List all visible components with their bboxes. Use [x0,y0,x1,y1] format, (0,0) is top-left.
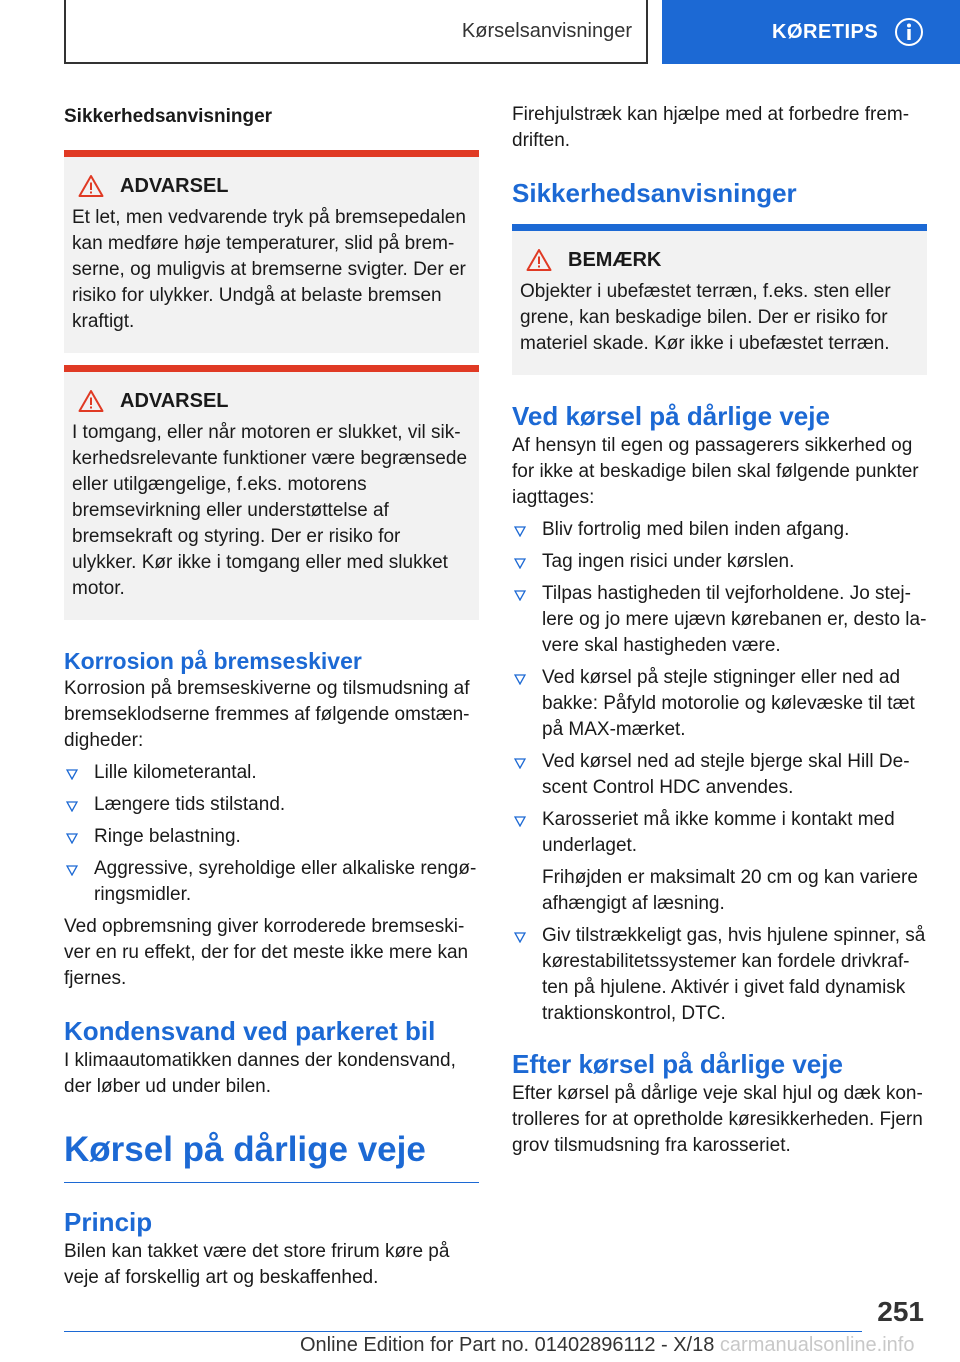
note-text: Objekter i ubefæstet terræn, f.eks. sten eller grene, kan beskadige bilen. Der er risiko for materiel skade. Kør ikke i ubefæstet terræn. [520,281,891,354]
corrosion-heading: Korrosion på bremseskiver [64,648,362,674]
chapter-title: KØRETIPS [772,20,879,43]
warning-title: ADVARSEL [120,174,229,197]
list-item: Ved kørsel på stejle stigninger eller ned ad bakke: Påfyld motorolie og kølevæske til tæt på MAX-mærket. [512,665,927,743]
right-column [512,98,927,1159]
triangle-bullet-icon [514,525,526,537]
list-item: Tag ingen risici under kørslen. [512,549,927,575]
main-heading: Kørsel på dårlige veje [64,1128,479,1183]
triangle-bullet-icon [514,589,526,601]
list-item: Ved kørsel ned ad stejle bjerge skal Hill Descent Control HDC anvendes. [512,749,927,801]
triangle-bullet-icon [66,800,78,812]
warning-title: ADVARSEL [120,389,229,412]
intro-text: Firehjulstræk kan hjælpe med at forbedre fremdriften. [512,104,910,151]
list-item: Giv tilstrækkeligt gas, hvis hjulene spinner, så kørestabilitetssystemer kan fordele drivkraften på hjulene. Aktivér i givet fald dynamisk traktionskontrol, DTC. [512,923,927,1027]
warning-triangle-icon [78,174,104,198]
corrosion-intro: Korrosion på bremseskiverne og tilsmudsning af bremseklodserne fremmes af følgende omstændigheder: [64,678,470,751]
list-item: Aggressive, syreholdige eller alkaliske rengøringsmidler. [64,856,479,908]
warning-triangle-icon [526,248,552,272]
warning-text: Et let, men vedvarende tryk på bremsepedalen kan medføre høje temperaturer, slid på bremserne, og muligvis at bremserne svigter. Der er risiko for ulykker. Undgå at belaste bremsen kraftigt. [72,207,466,332]
list-item: Længere tids stilstand. [64,792,479,818]
triangle-bullet-icon [514,557,526,569]
bad-roads-list [512,517,927,1027]
safety-heading: Sikkerhedsanvisninger [512,178,797,208]
corrosion-outro: Ved opbremsning giver korroderede bremseskiver en ru effekt, der for det meste ikke mere kan fjernes. [64,916,469,989]
list-item: Karosseriet må ikke komme i kontakt med underlaget. Frihøjden er maksimalt 20 cm og kan variere afhængigt af læsning. [512,807,927,917]
chapter-tab[interactable] [662,0,960,64]
list-item: Lille kilometerantal. [64,760,479,786]
section-title: Kørselsanvisninger [461,19,632,42]
triangle-bullet-icon [514,673,526,685]
safety-heading-small: Sikkerhedsanvisninger [64,106,273,127]
warning-box [64,365,479,620]
watermark-text: carmanualsonline.info [719,1334,915,1356]
bad-roads-intro: Af hensyn til egen og passagerers sikkerhed og for ikke at beskadige bilen skal følgende punkter iagttages: [512,435,919,508]
footer-divider [64,1331,862,1332]
triangle-bullet-icon [514,757,526,769]
corrosion-list [64,760,479,908]
triangle-bullet-icon [514,931,526,943]
triangle-bullet-icon [66,864,78,876]
left-column [64,98,479,1291]
edition-text: Online Edition for Part no. 01402896112 - X/18 [300,1334,715,1356]
bad-roads-heading: Ved kørsel på dårlige veje [512,401,830,431]
triangle-bullet-icon [66,768,78,780]
section-tab[interactable] [64,0,648,64]
principle-text: Bilen kan takket være det store frirum køre på veje af forskellig art og beskaffenhed. [64,1241,450,1288]
after-text: Efter kørsel på dårlige veje skal hjul og dæk kontrolleres for at opretholde køresikkerheden. Fjern grov tilsmudsning fra karosseriet. [512,1083,923,1156]
ground-clearance-text: Frihøjden er maksimalt 20 cm og kan variere afhængigt af læsning. [542,867,918,914]
list-item: Tilpas hastigheden til vejforholdene. Jo stejlere og jo mere ujævn kørebanen er, desto lavere skal hastigheden være. [512,581,927,659]
note-box [512,224,927,375]
footer-edition [300,1334,914,1357]
condensation-text: I klimaautomatikken dannes der kondensvand, der løber ud under bilen. [64,1050,456,1097]
note-title: BEMÆRK [568,248,662,271]
warning-text: I tomgang, eller når motoren er slukket, vil sikkerhedsrelevante funktioner være begrænsede eller utilgængelige, f.eks. motorens bremsevirkning eller understøttelse af bremsekraft og styring. Der er risiko for ulykker. Kør ikke i tomgang eller med slukket motor. [72,422,468,599]
after-heading: Efter kørsel på dårlige veje [512,1049,843,1079]
principle-heading: Princip [64,1207,153,1237]
condensation-heading: Kondensvand ved parkeret bil [64,1016,436,1046]
warning-box [64,150,479,353]
list-item: Ringe belastning. [64,824,479,850]
warning-triangle-icon [78,389,104,413]
page-number: 251 [877,1296,924,1327]
triangle-bullet-icon [66,832,78,844]
list-item: Bliv fortrolig med bilen inden afgang. [512,517,927,543]
info-icon[interactable] [894,17,924,47]
triangle-bullet-icon [514,815,526,827]
